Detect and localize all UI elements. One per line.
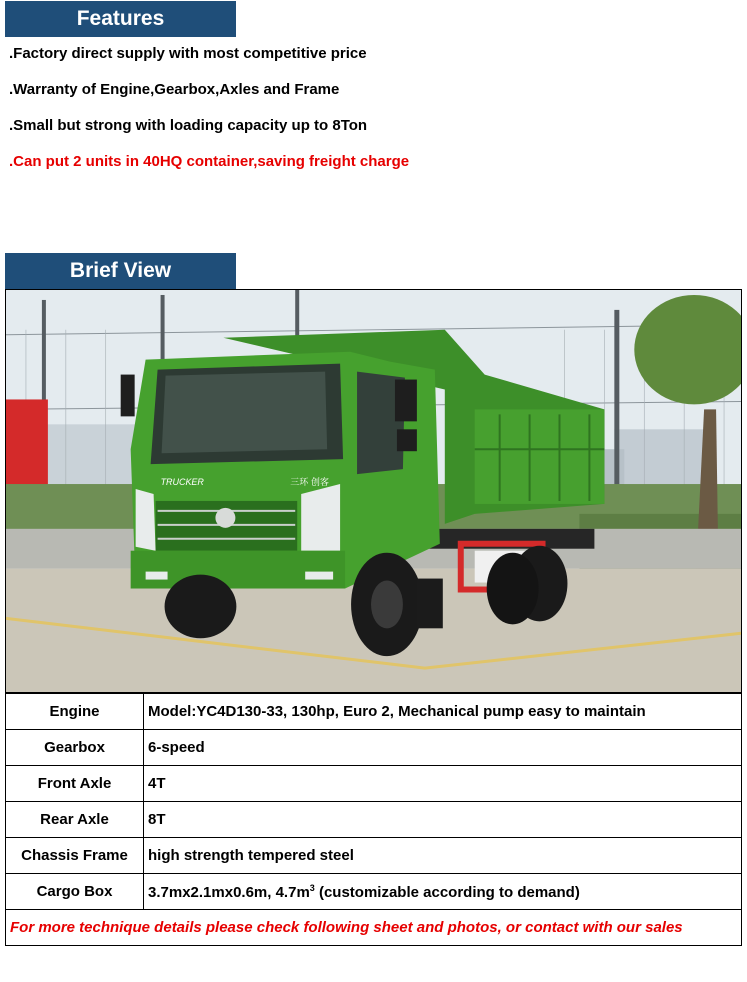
truck-photo — [5, 289, 742, 693]
table-row — [6, 802, 742, 838]
table-row — [6, 874, 742, 910]
spec-label-chassis-frame: Chassis Frame — [6, 838, 144, 874]
cargo-dimensions: 3.7mx2.1mx0.6m, 4.7m — [148, 883, 310, 901]
table-row — [6, 730, 742, 766]
spec-label-front-axle: Front Axle — [6, 766, 144, 802]
table-row — [6, 694, 742, 730]
spec-footer-note: For more technique details please check following sheet and photos, or contact with our sales — [6, 910, 742, 946]
spec-value-engine: Model:YC4D130-33, 130hp, Euro 2, Mechanical pump easy to maintain — [144, 694, 742, 730]
grille-logo-text: TRUCKER — [160, 477, 204, 488]
spec-value-front-axle: 4T — [144, 766, 742, 802]
spec-value-cargo-box — [144, 874, 742, 910]
table-row — [6, 766, 742, 802]
feature-item-1: .Factory direct supply with most competitive price — [9, 45, 367, 62]
spec-label-engine: Engine — [6, 694, 144, 730]
spec-value-chassis-frame: high strength tempered steel — [144, 838, 742, 874]
cargo-note: (customizable according to demand) — [314, 883, 580, 901]
brief-view-title: Brief View — [69, 259, 172, 282]
feature-item-2: .Warranty of Engine,Gearbox,Axles and Frame — [9, 81, 340, 98]
feature-item-4: .Can put 2 units in 40HQ container,saving freight charge — [9, 153, 410, 170]
spec-table — [5, 693, 742, 946]
brief-view-header — [5, 253, 236, 289]
table-row — [6, 838, 742, 874]
cab-badge-text: 三环 创客 — [290, 478, 329, 489]
spec-value-gearbox: 6-speed — [144, 730, 742, 766]
truck-illustration — [6, 290, 741, 692]
features-header — [5, 1, 236, 37]
spec-label-rear-axle: Rear Axle — [6, 802, 144, 838]
spec-label-cargo-box: Cargo Box — [6, 874, 144, 910]
features-title: Features — [76, 7, 165, 30]
cargo-superscript: 3 — [309, 882, 315, 893]
feature-item-3: .Small but strong with loading capacity up to 8Ton — [9, 117, 368, 134]
spec-label-gearbox: Gearbox — [6, 730, 144, 766]
spec-value-rear-axle: 8T — [144, 802, 742, 838]
table-row — [6, 910, 742, 946]
